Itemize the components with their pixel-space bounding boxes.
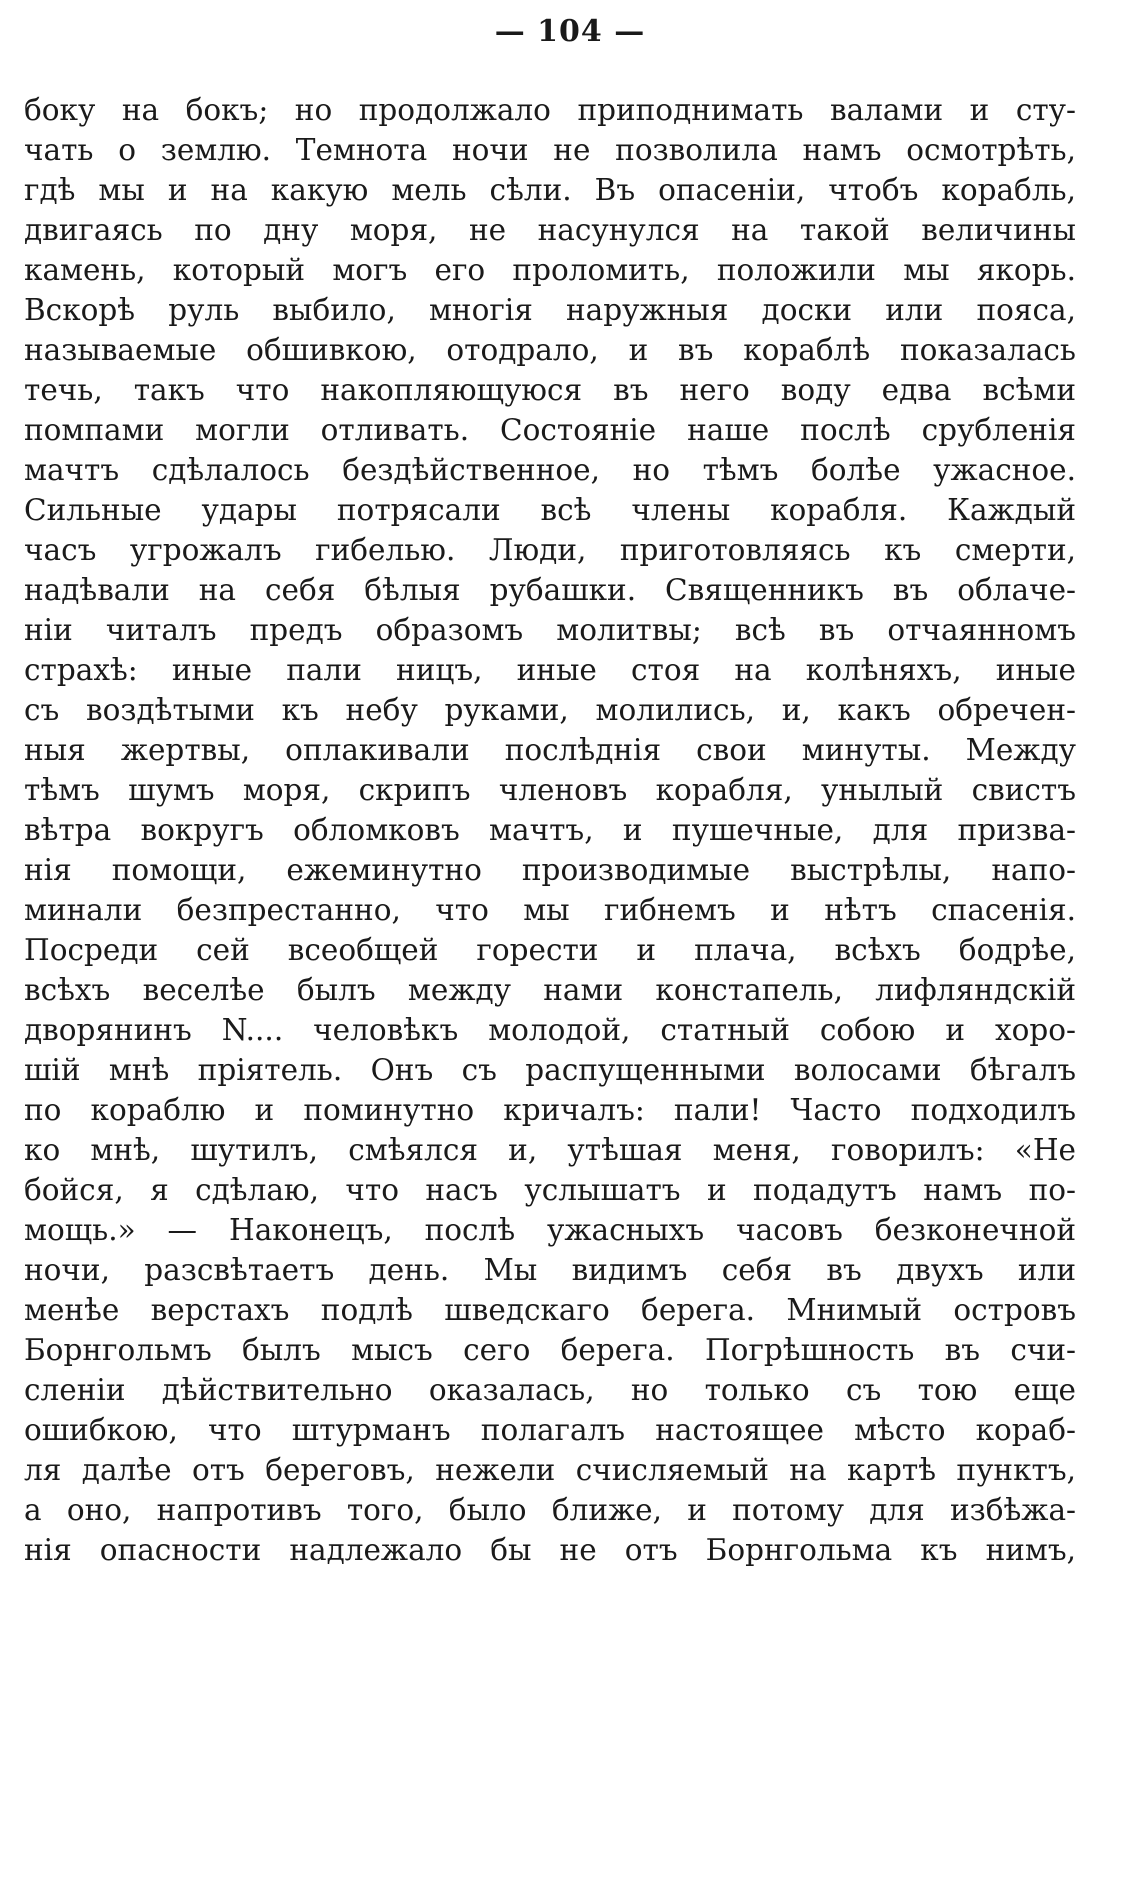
text-line: менѣе верстахъ подлѣ шведскаго берега. Мнимый островъ (24, 1293, 1076, 1327)
text-line: часъ угрожалъ гибелью. Люди, приготовляясь къ смерти, (24, 533, 1076, 567)
text-line: ныя жертвы, оплакивали послѣднiя свои минуты. Между (24, 733, 1076, 767)
text-line: мощь.» — Наконецъ, послѣ ужасныхъ часовъ безконечной (24, 1213, 1076, 1247)
text-line: съ воздѣтыми къ небу руками, молились, и, какъ обречен- (24, 693, 1076, 727)
text-line: Посреди сей всеобщей горести и плача, всѣхъ бодрѣе, (24, 933, 1076, 967)
text-line: ошибкою, что штурманъ полагалъ настоящее мѣсто кораб- (24, 1413, 1076, 1447)
text-line: вѣтра вокругъ обломковъ мачтъ, и пушечные, для призва- (24, 813, 1076, 847)
text-line: нiя опасности надлежало бы не отъ Борнгольма къ нимъ, (24, 1533, 1076, 1567)
text-line: чать о землю. Темнота ночи не позволила намъ осмотрѣть, (24, 133, 1076, 167)
text-line: бойся, я сдѣлаю, что насъ услышатъ и подадутъ намъ по- (24, 1173, 1076, 1207)
text-line: ко мнѣ, шутилъ, смѣялся и, утѣшая меня, говорилъ: «Не (24, 1133, 1076, 1167)
text-line: дворянинъ N.... человѣкъ молодой, статный собою и хоро- (24, 1013, 1076, 1047)
text-line: нiя помощи, ежеминутно производимые выстрѣлы, напо- (24, 853, 1076, 887)
text-line: боку на бокъ; но продолжало приподнимать валами и сту- (24, 93, 1076, 127)
text-line: называемые обшивкою, отодрало, и въ кораблѣ показалась (24, 333, 1076, 367)
body-text (24, 90, 1076, 1570)
text-line: шiй мнѣ прiятель. Онъ съ распущенными волосами бѣгалъ (24, 1053, 1076, 1087)
text-line: гдѣ мы и на какую мель сѣли. Въ опасенiи, чтобъ корабль, (24, 173, 1076, 207)
text-line: по кораблю и поминутно кричалъ: пали! Часто подходилъ (24, 1093, 1076, 1127)
page-number: — 104 — (494, 14, 646, 49)
text-line: течь, такъ что накопляющуюся въ него воду едва всѣми (24, 373, 1076, 407)
text-line: сленiи дѣйствительно оказалась, но только съ тою еще (24, 1373, 1076, 1407)
text-line: Борнгольмъ былъ мысъ сего берега. Погрѣшность въ счи- (24, 1333, 1076, 1367)
text-line: ля далѣе отъ береговъ, нежели счисляемый на картѣ пунктъ, (24, 1453, 1076, 1487)
text-line: ночи, разсвѣтаетъ день. Мы видимъ себя въ двухъ или (24, 1253, 1076, 1287)
text-line: мачтъ сдѣлалось бездѣйственное, но тѣмъ болѣе ужасное. (24, 453, 1076, 487)
text-line: надѣвали на себя бѣлыя рубашки. Священникъ въ облаче- (24, 573, 1076, 607)
text-line: Сильные удары потрясали всѣ члены корабля. Каждый (24, 493, 1076, 527)
text-line: двигаясь по дну моря, не насунулся на такой величины (24, 213, 1076, 247)
text-line: нiи читалъ предъ образомъ молитвы; всѣ въ отчаянномъ (24, 613, 1076, 647)
text-line: тѣмъ шумъ моря, скрипъ членовъ корабля, унылый свистъ (24, 773, 1076, 807)
text-line: страхѣ: иные пали ницъ, иные стоя на колѣняхъ, иные (24, 653, 1076, 687)
text-line: а оно, напротивъ того, было ближе, и потому для избѣжа- (24, 1493, 1076, 1527)
text-line: всѣхъ веселѣе былъ между нами констапель, лифляндскiй (24, 973, 1076, 1007)
text-line: камень, который могъ его проломить, положили мы якорь. (24, 253, 1076, 287)
text-line: минали безпрестанно, что мы гибнемъ и нѣтъ спасенiя. (24, 893, 1076, 927)
text-line: помпами могли отливать. Состоянiе наше послѣ срубленiя (24, 413, 1076, 447)
text-line: Вскорѣ руль выбило, многiя наружныя доски или пояса, (24, 293, 1076, 327)
